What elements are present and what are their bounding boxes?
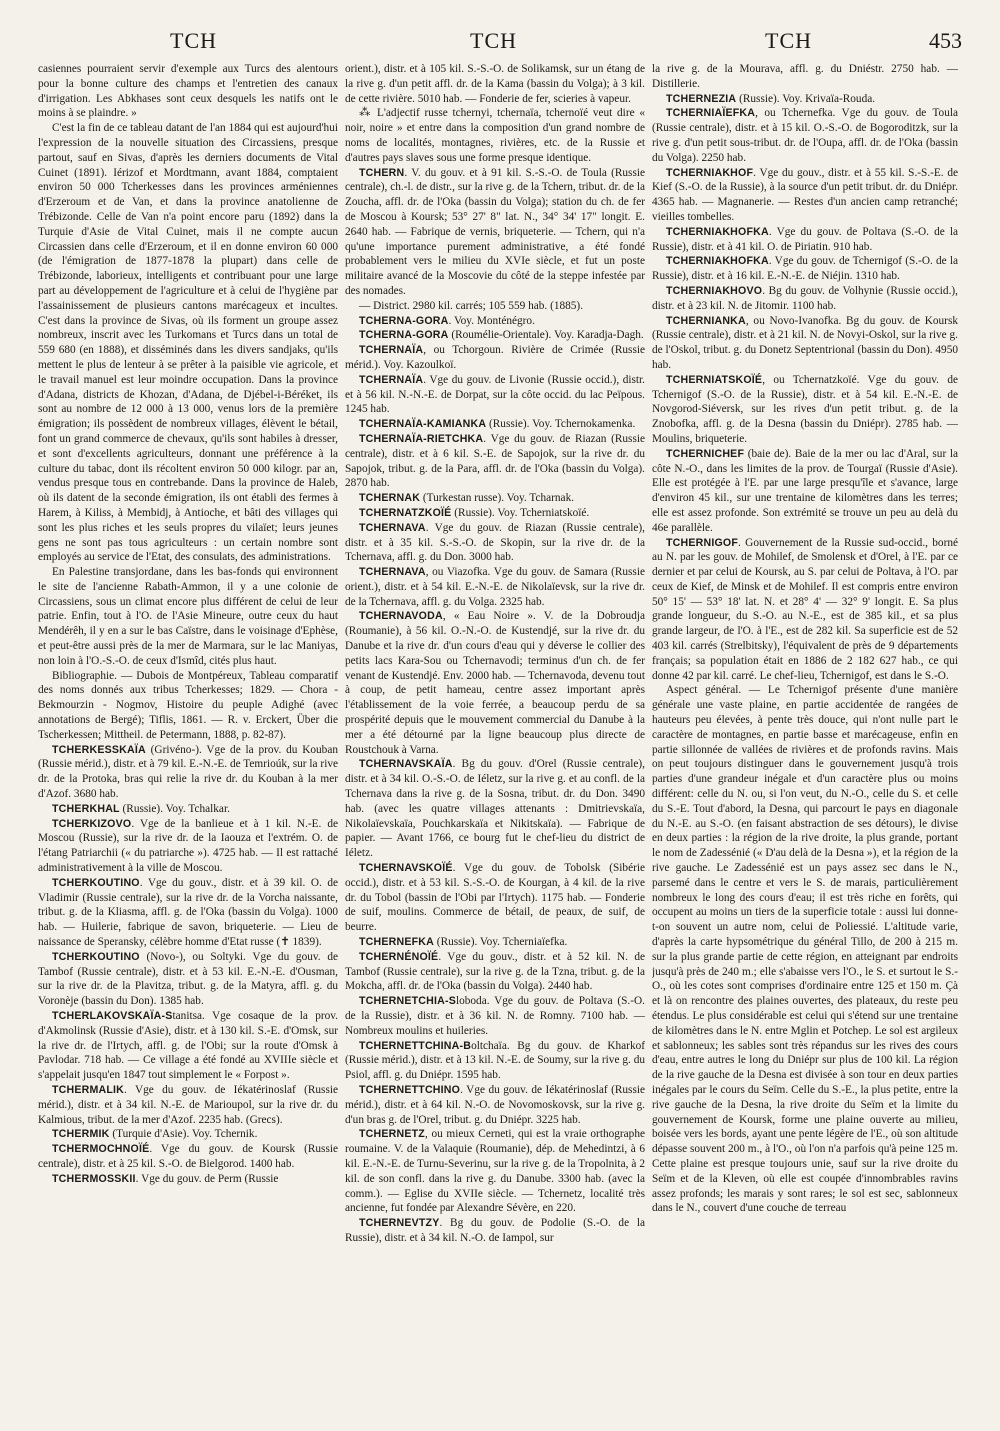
paragraph: casiennes pourraient servir d'exemple aux Turcs des alentours pour la bonne culture des champs et l'entretien des canaux d'irrigation. Les Abkhases sont ceux desquels les natifs ont le moins à se plaindre. » [38, 63, 338, 120]
text-column-middle [345, 62, 645, 1407]
entry-headword: TCHERMOSSKII [52, 1172, 136, 1185]
entry-headword: TCHERNAK [359, 492, 421, 505]
paragraph: Aspect général. — Le Tchernigof présente d'une manière générale une vaste plaine, en partie accidentée de rangées de hauteurs peu élevées, à pente très douce, qui n'ont nulle part le caractère de montagnes, en partie basse et marécageuse, enfin en partie sillonnée de vallées de rivières et de profonds ravins. Mais on peut toujours distinguer dans le gouvernement jusqu'à trois parties d'une grandeur inégale et d'un caractère plus ou moins différent: celle du N. ou, si l'on veut, du N.-O., celle du S. et celle du S.-E. Tout d'abord, la Desna, qui parcourt le pays en diagonale du N.-E. au S.-O. (en faisant abstraction de ses détours), le divise en deux parties : la région de la rive droite, la plus grande, portant le nom de Zadessénié (« D'au delà de la Desna »), et la région de la rive gauche. Le Zadessénié est un pays assez sec dans le N., parsemé dans le centre et vers le S. de marais, particulièrement nombreux le long des cours d'eau; il est très riche en forêts, qui occupent au moins un tiers de la superficie totale : aussi lui donne-t-on souvent un autre nom, celui de Poliessié. L'altitude varie, d'après la carte hypsométrique du général Tillo, de 200 à 215 m. sur la plus grande partie de cette région, en atteignant par endroits jusqu'à près de 240 m.; elle s'abaisse vers l'O., le S. et surtout le S.-O., où les cotes sont comprises d'ordinaire entre 125 et 150 m. Çà et là on rencontre des plaines ouvertes, des plateaux, du reste peu étendus. Le plus considérable est celui qui s'étend sur une trentaine de kilomètres dans le N. entre Mglin et Potchep. Le sol est argileux et sablonneux; les sables sont très répandus sur les rives des cours d'eau, entre autres le long du Dniépr sur plus de 100 kil. La région de la rive gauche de la Desna est divisée à son tour en deux parties inégales par le cours du Seïm. Celle du S.-E., la plus petite, entre la rive gauche de la Desna, la rive droite du Seïm et la limite du gouvernement de Koursk, forme une plaine ouverte au milieu, boisée vers les bords, ayant une pente légère de l'E., où son altitude dépasse souvent 200 m., à l'O., où l'on n'a parfois qu'à peine 125 m. Cette plaine est presque toujours unie, sauf sur la rive droite du Seïm et de la Kleven, où elle est coupée d'innombrables ravins assez profonds; les marais y sont rares; le sol est sec, sablonneux dans le N., couvert d'une couche de terreau [652, 684, 958, 1215]
entry-headword: TCHERLAKOVSKAÏA-S [52, 1010, 173, 1022]
page-number: 453 [929, 28, 962, 53]
entry-headword: TCHERNIANKA [666, 314, 746, 327]
paragraph: TCHERNICHEF (baie de). Baie de la mer ou lac d'Aral, sur la côte N.-O., dans les limites de la prov. de Tourgaï (Russie d'Asie). Elle est protégée à l'E. par une large presqu'île et s'avance, large d'environ 45 kil., sur une trentaine de kilomètres dans les terres; elle est assez profonde. Son extrémité se trouve un peu au delà du 46e parallèle. [652, 447, 958, 534]
paragraph: ⁂ L'adjectif russe tchernyi, tchernaïa, tchernoïé veut dire « noir, noire » et entre dans la composition d'un grand nombre de noms de localités, montagnes, rivières, etc. de la Russie et d'autres pays slaves sous une forme presque identique. [345, 107, 645, 164]
paragraph: TCHERNETZ, ou mieux Cerneti, qui est la vraie orthographe roumaine. V. de la Valaquie (Roumanie), dép. de Mehedintzi, à 6 kil. E.-N.-E. de Turnu-Severinu, sur la rive g. de la Tropolnita, à 2 kil. de son confl. dans la rive g. du Danube. 3300 hab. (avec la comm.). — Eglise du XVIIe siècle. — Tchernetz, localité très ancienne, fut fondée par Alexandre Sévère, en 220. [345, 1128, 645, 1215]
entry-headword: TCHERNICHEF [666, 447, 745, 460]
paragraph: TCHERNETTCHINA-Boltchaïa. Bg du gouv. de Kharkof (Russie mérid.), distr. et à 13 kil. N.-E. de Soumy, sur la rive g. du Psiol, affl. g. du Dniépr. 1595 hab. [345, 1039, 645, 1082]
entry-headword: TCHERKIZOVO [52, 817, 132, 830]
paragraph: TCHERNAVSKAÏA. Bg du gouv. d'Orel (Russie centrale), distr. et à 34 kil. O.-S.-O. de Iéletz, sur la rive g. et au confl. de la Tchernava dans la rive g. de la Sosna, tribut. dr. du Don. 3490 hab. (avec les quatre villages attenants : Dmitrievskaïa, Nikolaïevskaïa, Pouchkarskaïa et Nikitskaïa). — Fabrique de papier. — Avant 1766, ce bourg fut le chef-lieu du district de Iéletz. [345, 758, 645, 860]
paragraph: TCHERNIATSKOÏÉ, ou Tchernatzkoïé. Vge du gouv. de Tchernigof (S.-O. de la Russie), distr. et à 54 kil. E.-N.-E. de Novgorod-Siéversk, sur les rives d'un petit tribut. g. de la Znobofka, affl. g. de la Desna (bassin du Dniépr). 2785 hab. — Moulins, briqueterie. [652, 373, 958, 445]
paragraph: TCHERNAÏA. Vge du gouv. de Livonie (Russie occid.), distr. et à 56 kil. N.-N.-E. de Dorpat, sur la côte occid. du lac Peïpous. 1245 hab. [345, 373, 645, 416]
entry-headword: TCHERNAVA [359, 566, 426, 579]
paragraph: TCHERNETTCHINO. Vge du gouv. de Iékatérinoslaf (Russie mérid.), distr. et à 64 kil. N.-O. de Novomoskovsk, sur la rive g. d'un bras g. de l'Orel, tribut. g. du Dniépr. 3225 hab. [345, 1083, 645, 1126]
header-right: TCH [765, 28, 812, 53]
entry-headword: TCHERNIAKHOVO [666, 284, 763, 297]
entry-headword: TCHERMIK [52, 1128, 110, 1141]
paragraph: TCHERNIAKHOF. Vge du gouv., distr. et à 55 kil. S.-S.-E. de Kief (S.-O. de la Russie), à la source d'un petit tribut. dr. du Dniépr. 4365 hab. — Magnanerie. — Restes d'un ancien camp retranché; vieilles tombelles. [652, 166, 958, 223]
entry-headword: TCHERNÉNOÏÉ [359, 950, 439, 963]
paragraph: TCHERNIAKHOFKA. Vge du gouv. de Poltava (S.-O. de la Russie), distr. et à 41 kil. O. de Piriatin. 910 hab. [652, 225, 958, 253]
paragraph: TCHERKOUTINO (Novo-), ou Soltyki. Vge du gouv. de Tambof (Russie centrale), distr. et à 53 kil. E.-N.-E. d'Ousman, sur la rive dr. de la Plavitza, tribut. g. de la Matyra, affl. g. du Voronèje (bassin du Don). 1385 hab. [38, 950, 338, 1008]
paragraph: TCHERNAVODA, « Eau Noire ». V. de la Dobroudja (Roumanie), à 56 kil. O.-N.-O. de Kustendjé, sur la rive dr. du Danube et la rive dr. d'un cours d'eau qui y déverse le collier des petits lacs Kara-Sou ou Tchernavodi; terminus d'un ch. de fer venant de Kustendjé. Env. 2000 hab. — Tchernavoda, devenu tout à coup, de petit hameau, centre assez important après l'établissement de la voie ferrée, a beaucoup perdu de sa prospérité depuis que le mouvement commercial du Danube à la mer a été détourné par la ligne beaucoup plus directe de Roustchouk à Varna. [345, 610, 645, 756]
paragraph: TCHERNIAKHOVO. Bg du gouv. de Volhynie (Russie occid.), distr. et à 23 kil. N. de Jitomir. 1100 hab. [652, 284, 958, 312]
paragraph: TCHERKESSKAÏA (Grivéno-). Vge de la prov. du Kouban (Russie mérid.), distr. et à 79 kil. E.-N.-E. de Temrioúk, sur la rive dr. de la Protoka, bras qui relie la rive dr. du Kouban à la mer d'Azof. 3680 hab. [38, 743, 338, 801]
entry-headword: TCHERNIAKHOFKA [666, 255, 769, 268]
text-column-left [38, 62, 338, 1407]
paragraph: TCHERKHAL (Russie). Voy. Tchalkar. [52, 802, 230, 815]
text-column-right [652, 62, 958, 1407]
entry-headword: TCHERNATZKOÏÉ [359, 506, 452, 519]
paragraph: TCHERNA-GORA (Roumélie-Orientale). Voy. Karadja-Dagh. [359, 329, 644, 342]
paragraph: TCHERNAVA, ou Viazofka. Vge du gouv. de Samara (Russie orient.), distr. et à 54 kil. E.-N.-E. de Nikolaïevsk, sur la rive dr. de la Tchernava, affl. g. du Volga. 2325 hab. [345, 566, 645, 608]
paragraph: C'est la fin de ce tableau datant de l'an 1884 qui est aujourd'hui l'expression de la nouvelle situation des Circassiens, presque partout, sauf en Sivas, d'après les derniers documents de Vital Cuinet (1891). Iérizof et Mordtmann, avant 1884, comptaient environ 50 000 Tcherkesses dans les provinces arméniennes d'Erzeroum et de Van, et dans la province anatolienne de Trébizonde. Celle de Van n'a point encore paru (1892) dans la Turquie d'Asie de Vital Cuinet, mais il ne compte aucun Circassien dans celle d'Erzeroum, et il en donne environ 60 000 (de l'émigration de 1877-1878 la plupart) dans celle de Trébizonde, laborieux, intelligents et contribuant pour une large part au développement de l'agriculture et à celui de l'hygiène par l'assainissement de plusieurs cantons marécageux et incultes. C'est dans la province de Sivas, où ils forment un groupe assez nombreux, inscrit avec les Turkomans et Turcs dans un total de 559 680 (en 1888), et disséminés dans les divers sandjaks, qu'ils mettent le plus de lenteur à se prêter à la paisible vie agricole, et le travail manuel est leur moindre occupation. Dans la province d'Adana, districts de Khozan, d'Adana, de Djébel-i-Béréket, ils sont au nombre de 12 000 à 13 000, venus lors de la première émigration; ils possèdent de nombreux villages, élèvent le bétail, font un grand commerce de chevaux, qu'ils sont habiles à dresser, et sont d'excellents agriculteurs, donnant une préférence à la culture du tabac, dont ils récoltent environ 50 000 kilogr. par an, vendus presque tous en contrebande. Dans la province de Haleb, où ils datent de la seconde émigration, ils ont établi des fermes à Harem, à Kiliss, à Membidj, à Antioche, et bâti des villages qui sont les plus riches et les seuls propres du vilaïet; leurs jeunes gens ne sont pas tous agriculteurs : un certain nombre sont employés au service de l'Etat, des consulats, des administrations. [38, 122, 338, 564]
paragraph: TCHERNA-GORA. Voy. Monténégro. [359, 314, 535, 327]
paragraph: TCHERNAÏA-RIETCHKA. Vge du gouv. de Riazan (Russie centrale), distr. et à 6 kil. S.-E. de Sapojok, sur la rive dr. du Sapojok, tribut. g. de la Para, affl. dr. de l'Oka (bassin du Volga). 2870 hab. [345, 432, 645, 490]
entry-headword: TCHERNEVTZY [359, 1217, 440, 1230]
paragraph: la rive g. de la Mourava, affl. g. du Dniéstr. 2750 hab. — Distillerie. [652, 63, 958, 90]
paragraph: TCHERNEFKA (Russie). Voy. Tcherniaïefka. [359, 936, 568, 949]
paragraph: TCHERNAÏA-KAMIANKA (Russie). Voy. Tchernokamenka. [359, 418, 636, 431]
paragraph: TCHERMIK (Turquie d'Asie). Voy. Tchernik. [52, 1128, 258, 1141]
entry-headword: TCHERNIAKHOF [666, 166, 754, 179]
paragraph: TCHERNIGOF. Gouvernement de la Russie sud-occid., borné au N. par les gouv. de Mohilef, de Smolensk et d'Orel, à l'E. par ce dernier et par celui de Koursk, au S. par celui de Poltava, à l'O. par ceux de Kief, de Minsk et de Mohilef. Il est compris entre environ 50° 15' — 53° 18' lat. N. et 28° 4' — 32° 9' longit. E. Sa plus grande longueur, du S.-O. au N.-E., est de 385 kil., et sa plus grande largeur, de l'O. à l'E., est de 282 kil. Sa superficie est de 52 403 kil. carrés (Strelbitsky), l'équivalent de près de 9 départements français; sa population était en 1886 de 2 182 627 hab., ce qui donne 42 par kil. carré. Le chef-lieu, Tchernigof, est dans le S.-O. [652, 536, 958, 682]
entry-headword: TCHERNAVSKOÏÉ [359, 862, 453, 875]
paragraph: En Palestine transjordane, dans les bas-fonds qui environnent le site de l'ancienne Rabath-Ammon, il y a une colonie de Circassiens, sous un climat encore plus différent de celui de leur patrie. Enfin, tout à l'O. de l'Asie Mineure, outre ceux du haut Mendérêh, il y en a sur le bas Caïstre, dans le voisinage d'Ephèse, et peut-être aussi près de la mer de Marmara, sur le lac Maniyas, non loin à l'O.-S.-O. de ceux d'Ismîd, cités plus haut. [38, 566, 338, 667]
entry-headword: TCHERKOUTINO [52, 876, 140, 889]
paragraph: TCHERNEZIA (Russie). Voy. Krivaïa-Rouda. [666, 92, 876, 105]
paragraph: TCHERMALIK. Vge du gouv. de Iékatérinoslaf (Russie mérid.), distr. et à 34 kil. N.-E. de Marioupol, sur la rive dr. du Kalmious, tribut. de la mer d'Azof. 2235 hab. (Grecs). [38, 1083, 338, 1126]
entry-headword: TCHERMALIK [52, 1083, 125, 1096]
entry-headword: TCHERNAVODA [359, 610, 443, 623]
entry-headword: TCHERNIAKHOFKA [666, 225, 769, 238]
entry-headword: TCHERNETZ [359, 1128, 425, 1141]
paragraph: TCHERNAVA. Vge du gouv. de Riazan (Russie centrale), distr. et à 35 kil. S.-S.-O. de Skopin, sur la rive dr. de la Tchernava, affl. g. du Don. 3000 hab. [345, 521, 645, 564]
entry-headword: TCHERNA-GORA [359, 314, 449, 327]
paragraph: TCHERNÉNOÏÉ. Vge du gouv., distr. et à 52 kil. N. de Tambof (Russie centrale), sur la rive g. de la Tzna, tribut. g. de la Mokcha, affl. dr. de l'Oka (bassin du Volga). 2440 hab. [345, 950, 645, 993]
entry-headword: TCHERNAÏA [359, 373, 424, 386]
entry-headword: TCHERNEZIA [666, 92, 737, 105]
paragraph: TCHERNAVSKOÏÉ. Vge du gouv. de Tobolsk (Sibérie occid.), distr. et à 53 kil. S.-S.-O. de Kourgan, à 4 kil. de la rive dr. du Tobol (bassin de l'Obi par l'Irtych). 1175 hab. — Fonderie de suif, moulins. Commerce de bétail, de peaux, de suif, de beurre. [345, 862, 645, 934]
paragraph: TCHERNIANKA, ou Novo-Ivanofka. Bg du gouv. de Koursk (Russie centrale), distr. et à 21 kil. N. de Novyi-Oskol, sur la rive g. de l'Oskol, tribut. g. du Donetz Septentrional (bassin du Don). 4950 hab. [652, 314, 958, 371]
paragraph: TCHERMOSSKII. Vge du gouv. de Perm (Russie [52, 1172, 279, 1185]
entry-headword: TCHERNETTCHINO [359, 1083, 461, 1096]
paragraph: TCHERKIZOVO. Vge de la banlieue et à 1 kil. N.-E. de Moscou (Russie), sur la rive dr. de la Iaouza et l'extrém. O. de l'étang Patriarchii (« du patriarche »). 4725 hab. — Il est rattaché administrativement à la ville de Moscou. [38, 817, 338, 875]
entry-headword: TCHERNAÏA-RIETCHKA [359, 432, 484, 445]
paragraph: TCHERNEVTZY. Bg du gouv. de Podolie (S.-O. de la Russie), distr. et à 34 kil. N.-O. de Iampol, sur [345, 1217, 645, 1244]
entry-headword: TCHERNAVSKAÏA [359, 758, 453, 771]
paragraph: TCHERNIAKHOFKA. Vge du gouv. de Tchernigof (S.-O. de la Russie), distr. et à 16 kil. E.-N.-E. de Niéjin. 1310 hab. [652, 255, 958, 283]
entry-headword: TCHERNIATSKOÏÉ [666, 373, 763, 386]
entry-headword: TCHERKESSKAÏA [52, 743, 146, 756]
entry-headword: TCHERNETCHIA-S [359, 995, 456, 1008]
entry-headword: TCHERMOCHNOÏÉ [52, 1143, 150, 1156]
paragraph: TCHERNETCHIA-Sloboda. Vge du gouv. de Poltava (S.-O. de la Russie), distr. et à 36 kil. N. de Romny. 7100 hab. — Nombreux moulins et huileries. [345, 995, 645, 1037]
header-left: TCH [170, 28, 217, 53]
paragraph: TCHERNAÏA, ou Tchorgoun. Rivière de Crimée (Russie mérid.). Voy. Kazoulkoï. [345, 344, 645, 371]
entry-headword: TCHERN [359, 166, 405, 179]
paragraph: TCHERLAKOVSKAÏA-Stanitsa. Vge cosaque de la prov. d'Akmolinsk (Russie d'Asie), distr. et à 130 kil. S.-E. d'Omsk, sur la rive dr. de l'Irtych, affl. g. de l'Obi; sur la route d'Omsk à Pavlodar. 718 hab. — Ce village a été fondé au XVIIIe siècle et s'appelait jusqu'en 1847 tout simplement le « Forpost ». [38, 1010, 338, 1082]
entry-headword: TCHERNETTCHINA-B [359, 1039, 472, 1052]
entry-headword: TCHERNAÏA-KAMIANKA [359, 418, 487, 431]
entry-headword: TCHERNA-GORA [359, 329, 449, 342]
paragraph: TCHERNAK (Turkestan russe). Voy. Tcharnak. [359, 492, 575, 505]
paragraph: TCHERNATZKOÏÉ (Russie). Voy. Tcherniatskoïé. [359, 506, 590, 519]
paragraph: TCHERN. V. du gouv. et à 91 kil. S.-S.-O. de Toula (Russie centrale), ch.-l. de distr., sur la rive g. de la Tchern, tribut. dr. de la Zoucha, affl. dr. de l'Oka (bassin du Volga); station du ch. de fer de Moscou à Koursk; 53° 27' 8" lat. N., 34° 34' 17" longit. E. 2640 hab. — Fabrique de vernis, briqueterie. — Tchern, qui n'a qu'une importance purement administrative, a été fondé probablement vers le milieu du XVIe siècle, et fut un poste militaire avancé de la Moscovie du côté de la steppe infestée par des nomades. [345, 166, 645, 297]
paragraph: TCHERNIAÏEFKA, ou Tchernefka. Vge du gouv. de Toula (Russie centrale), distr. et à 15 kil. O.-S.-O. de Bogoroditzk, sur la rive g. d'un petit sous-tribut. dr. de l'Oupa, affl. dr. de l'Oka (bassin du Volga). 2250 hab. [652, 107, 958, 164]
entry-headword: TCHERKHAL [52, 802, 120, 815]
paragraph: orient.), distr. et à 105 kil. S.-S.-O. de Solikamsk, sur un étang de la rive g. d'un petit affl. dr. de la Kama (bassin du Volga); à 3 kil. de cette rivière. 5010 hab. — Fonderie de fer, scieries à vapeur. [345, 63, 645, 105]
header-center: TCH [470, 28, 517, 53]
entry-headword: TCHERNAÏA [359, 344, 424, 357]
entry-headword: TCHERNIAÏEFKA [666, 107, 756, 120]
paragraph: TCHERMOCHNOÏÉ. Vge du gouv. de Koursk (Russie centrale), distr. et à 25 kil. S.-O. de Bielgorod. 1400 hab. [38, 1143, 338, 1170]
running-header [0, 28, 1000, 58]
paragraph: — District. 2980 kil. carrés; 105 559 hab. (1885). [359, 299, 584, 312]
paragraph: TCHERKOUTINO. Vge du gouv., distr. et à 39 kil. O. de Vladimir (Russie centrale), sur la rive dr. de la Vorcha naissante, tribut. g. de la Kliasma, affl. g. de l'Oka (bassin du Volga). 1000 hab. — Huilerie, fabrique de savon, briqueterie. — Lieu de naissance de Speransky, célèbre homme d'Etat russe (✝ 1839). [38, 876, 338, 949]
entry-headword: TCHERNAVA [359, 521, 426, 534]
entry-headword: TCHERNEFKA [359, 936, 434, 949]
entry-headword: TCHERKOUTINO [52, 950, 140, 963]
entry-headword: TCHERNIGOF [666, 536, 739, 549]
paragraph: Bibliographie. — Dubois de Montpéreux, Tableau comparatif des noms donnés aux tribus Tcherkesses; 1829. — Chora - Bekmourzin - Nogmov, Histoire du peuple Adighé (avec annotations de Bergé); Tiflis, 1861. — R. v. Erckert, Über die Tscherkessen; Mittheil. de Petermann, 1888, p. 82-87). [38, 669, 338, 741]
